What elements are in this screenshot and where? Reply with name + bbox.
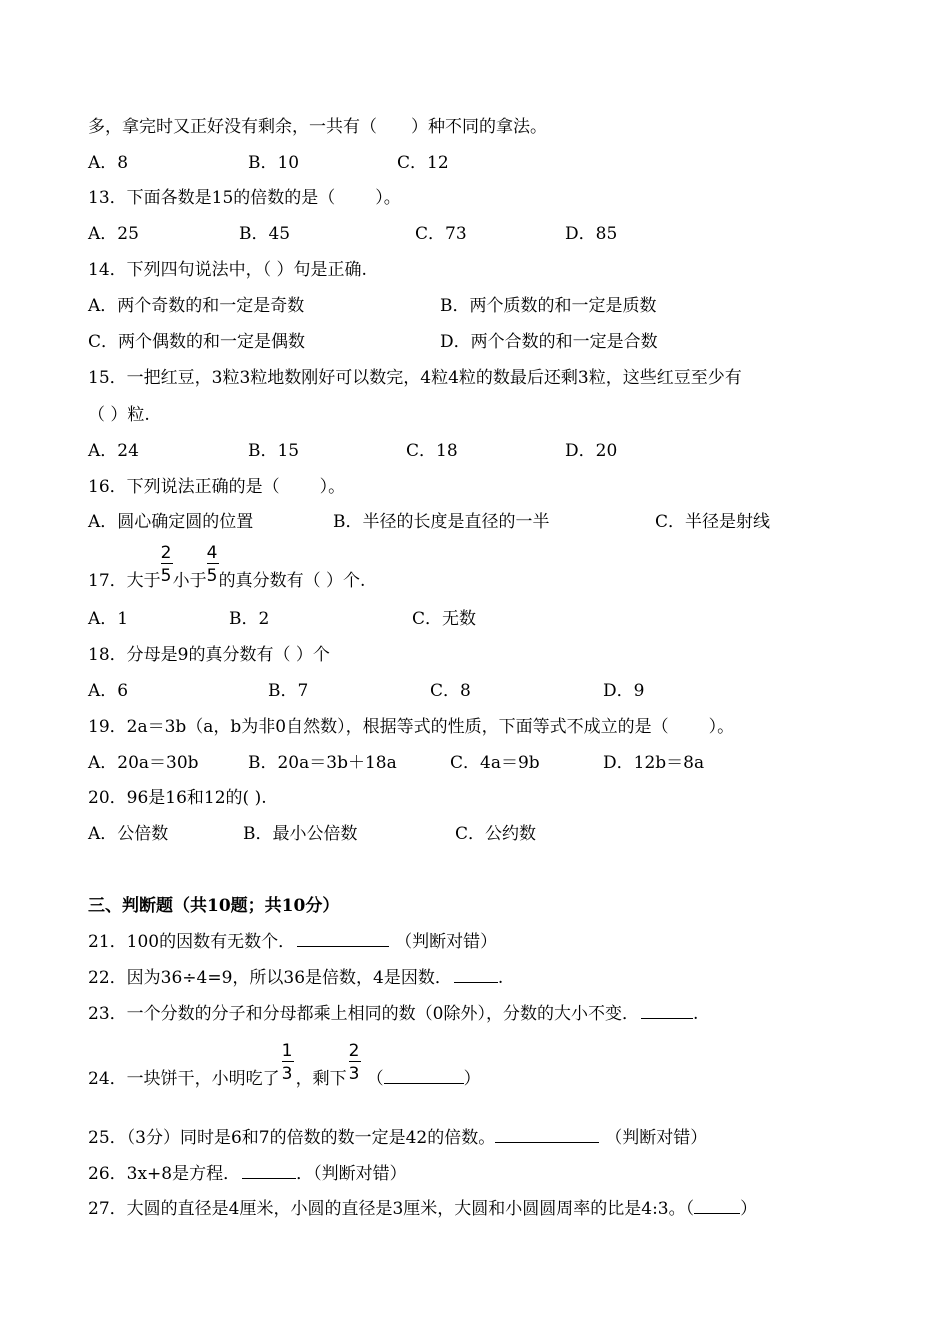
q19-option-d: D．12b＝8a: [603, 753, 705, 773]
q21-text: 21．100的因数有无数个． （判断对错）: [88, 932, 498, 952]
q16-text: 16．下列说法正确的是（ ）。: [88, 477, 346, 497]
q17-option-b: B．2: [229, 609, 270, 629]
q18-option-b: B．7: [268, 681, 309, 701]
q13-option-d: D．85: [565, 224, 618, 244]
q15-text: 15．一把红豆，3粒3粒地数刚好可以数完，4粒4粒的数最后还剩3粒，这些红豆至少有: [88, 368, 742, 388]
fraction-four-fifths: $\frac{4}{5}$: [206, 543, 218, 586]
q15-option-a: A．24: [88, 441, 139, 461]
q24-text: 24．一块饼干，小明吃了 $\frac{1}{3}$ ，剩下 $\frac{2}{3}$ （ ）: [88, 1041, 481, 1089]
q12-option-c: C．12: [397, 153, 449, 173]
q13-text: 13．下面各数是15的倍数的是（ ）。: [88, 188, 401, 208]
q15-text-line2: （ ）粒.: [88, 405, 150, 425]
answer-blank[interactable]: [694, 1197, 740, 1214]
q14-option-b: B．两个质数的和一定是质数: [440, 296, 657, 316]
q23-text: 23．一个分数的分子和分母都乘上相同的数（0除外），分数的大小不变． .: [88, 1004, 699, 1024]
q18-option-c: C．8: [430, 681, 471, 701]
q20-option-c: C．公约数: [455, 824, 537, 844]
q14-option-d: D．两个合数的和一定是合数: [440, 332, 658, 352]
q14-option-a: A．两个奇数的和一定是奇数: [88, 296, 305, 316]
q16-option-b: B．半径的长度是直径的一半: [333, 512, 550, 532]
q13-option-a: A．25: [88, 224, 139, 244]
answer-blank[interactable]: [297, 930, 389, 947]
q25-text: 25．（3分）同时是6和7的倍数的数一定是42的倍数。 （判断对错）: [88, 1128, 708, 1148]
q13-option-c: C．73: [415, 224, 467, 244]
q20-text: 20．96是16和12的( ).: [88, 788, 267, 808]
answer-blank[interactable]: [384, 1067, 464, 1084]
q15-option-d: D．20: [565, 441, 618, 461]
q13-option-b: B．45: [239, 224, 291, 244]
answer-blank[interactable]: [495, 1126, 599, 1143]
q17-option-a: A．1: [88, 609, 129, 629]
q14-option-c: C．两个偶数的和一定是偶数: [88, 332, 306, 352]
answer-blank[interactable]: [242, 1162, 296, 1179]
q18-option-d: D．9: [603, 681, 645, 701]
q15-option-b: B．15: [248, 441, 300, 461]
q19-option-c: C．4a＝9b: [450, 753, 540, 773]
answer-blank[interactable]: [454, 966, 498, 983]
q22-text: 22．因为36÷4=9，所以36是倍数，4是因数． .: [88, 968, 504, 988]
q19-option-a: A．20a＝30b: [88, 753, 199, 773]
q12-option-a: A．8: [88, 153, 129, 173]
q16-option-c: C．半径是射线: [655, 512, 771, 532]
q18-text: 18．分母是9的真分数有（ ）个: [88, 645, 330, 665]
q12-option-b: B．10: [248, 153, 300, 173]
q19-text: 19．2a＝3b（a，b为非0自然数），根据等式的性质，下面等式不成立的是（ ）。: [88, 717, 735, 737]
q12-text: 多，拿完时又正好没有剩余，一共有（ ）种不同的拿法。: [88, 117, 547, 137]
q20-option-b: B．最小公倍数: [243, 824, 358, 844]
q17-option-c: C．无数: [412, 609, 477, 629]
q17-text: 17．大于 $\frac{2}{5}$ 小于 $\frac{4}{5}$ 的真分数有（ ）个.: [88, 543, 366, 591]
section-title: 三、判断题（共10题；共10分）: [88, 896, 340, 916]
q19-option-b: B．20a＝3b＋18a: [248, 753, 397, 773]
q15-option-c: C．18: [406, 441, 458, 461]
fraction-two-thirds: $\frac{2}{3}$: [348, 1041, 360, 1084]
fraction-two-fifths: $\frac{2}{5}$: [160, 543, 172, 586]
q16-option-a: A．圆心确定圆的位置: [88, 512, 254, 532]
q27-text: 27．大圆的直径是4厘米，小圆的直径是3厘米，大圆和小圆圆周率的比是4:3。（ ）: [88, 1199, 758, 1219]
q18-option-a: A．6: [88, 681, 129, 701]
fraction-one-third: $\frac{1}{3}$: [281, 1041, 293, 1084]
q26-text: 26．3x+8是方程． ．（判断对错）: [88, 1164, 407, 1184]
q14-text: 14．下列四句说法中，（ ）句是正确.: [88, 260, 367, 280]
q20-option-a: A．公倍数: [88, 824, 169, 844]
answer-blank[interactable]: [641, 1002, 693, 1019]
